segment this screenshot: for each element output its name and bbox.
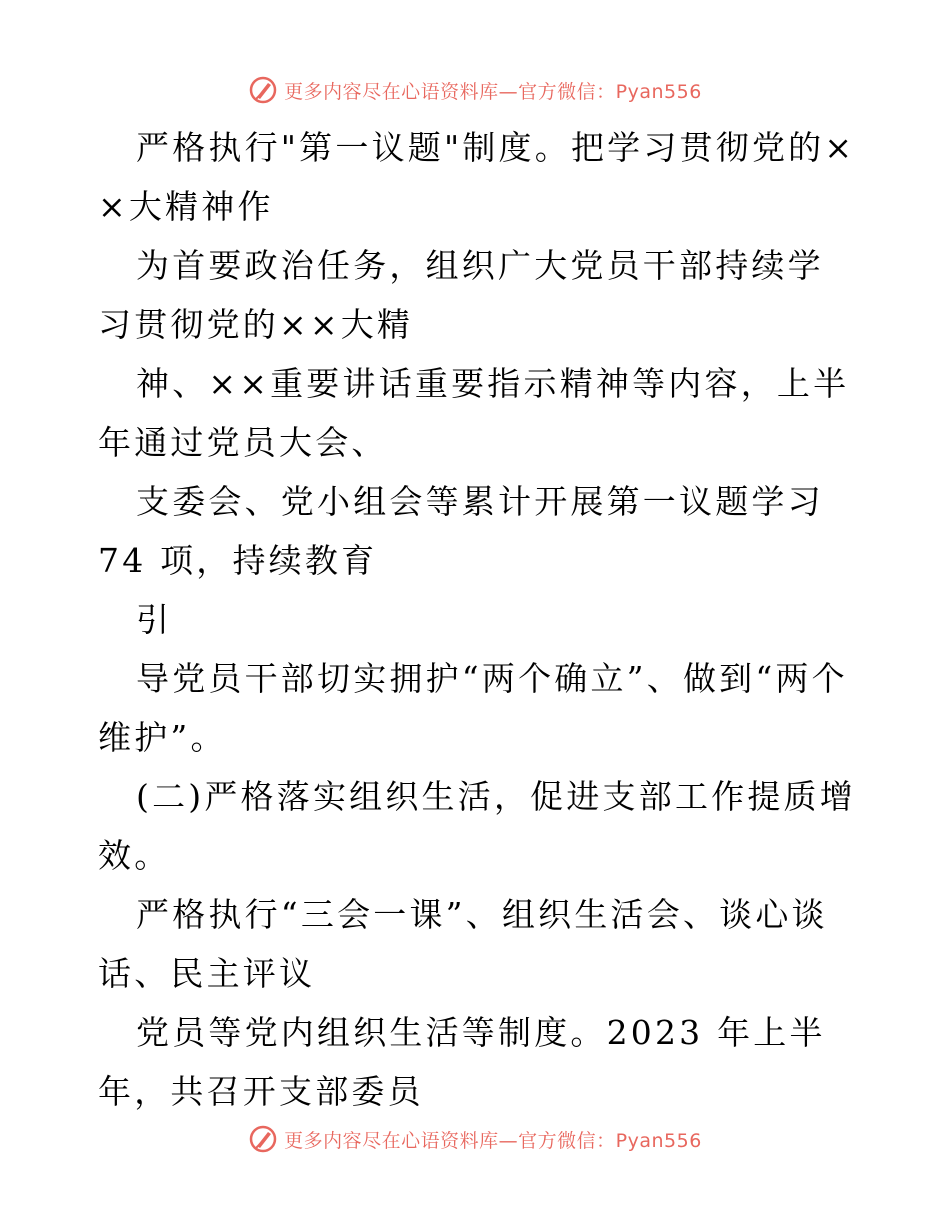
header-banner-text: 更多内容尽在心语资料库—官方微信：Pyan556 — [284, 80, 702, 103]
paragraph-5: 引 — [136, 600, 173, 639]
quill-logo-icon — [248, 1124, 278, 1154]
footer-banner-text: 更多内容尽在心语资料库—官方微信：Pyan556 — [284, 1129, 702, 1152]
paragraph-1: 严格执行"第一议题"制度。把学习贯彻党的××大精神作 — [98, 128, 856, 226]
header-watermark-banner — [0, 72, 950, 108]
section-heading: (二)严格落实组织生活，促进支部工作提质增效。 — [98, 777, 856, 875]
quill-logo-icon — [248, 75, 278, 105]
document-body — [98, 118, 858, 1121]
footer-watermark-banner — [0, 1121, 950, 1157]
paragraph-7: 严格执行“三会一课”、组织生活会、谈心谈话、民主评议 — [98, 895, 828, 993]
paragraph-8: 党员等党内组织生活等制度。2023 年上半年，共召开支部委员 — [98, 1013, 826, 1111]
paragraph-6: 导党员干部切实拥护“两个确立”、做到“两个维护”。 — [98, 659, 848, 757]
paragraph-2: 为首要政治任务，组织广大党员干部持续学习贯彻党的××大精 — [98, 246, 824, 344]
paragraph-4: 支委会、党小组会等累计开展第一议题学习 74 项，持续教育 — [98, 482, 838, 580]
paragraph-3: 神、××重要讲话重要指示精神等内容，上半年通过党员大会、 — [98, 364, 850, 462]
